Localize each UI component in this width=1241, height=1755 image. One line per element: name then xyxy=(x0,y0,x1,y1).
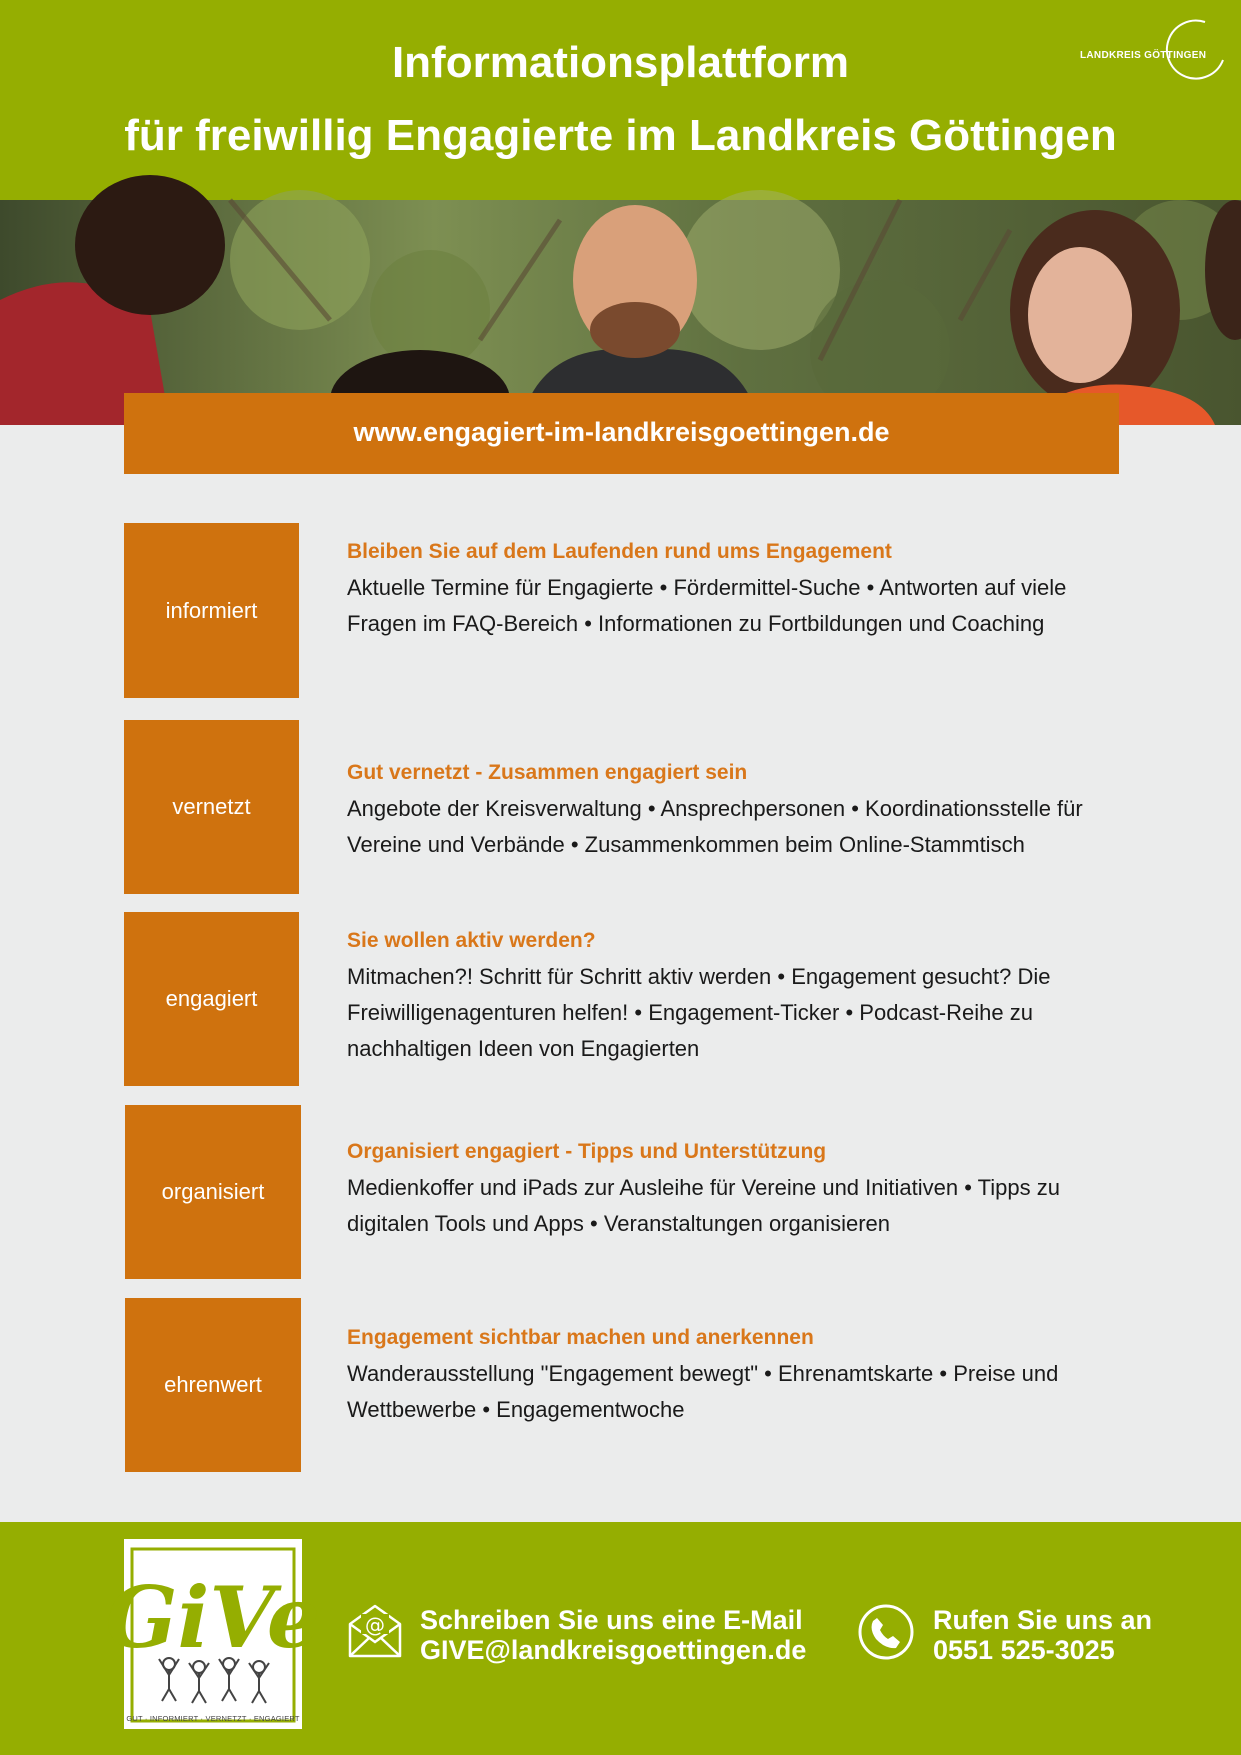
phone-heading: Rufen Sie uns an xyxy=(933,1605,1153,1635)
tag-informiert: informiert xyxy=(124,523,299,698)
website-url[interactable]: www.engagiert-im-landkreisgoettingen.de xyxy=(124,393,1119,474)
section-body: Medienkoffer und iPads zur Ausleihe für Vereine und Initiativen • Tipps zu digitalen Tools und Apps • Veranstaltungen organisieren xyxy=(347,1175,1060,1236)
svg-text:@: @ xyxy=(365,1613,385,1637)
section-informiert xyxy=(347,534,1137,642)
tag-ehrenwert: ehrenwert xyxy=(125,1298,301,1472)
tag-vernetzt: vernetzt xyxy=(124,720,299,894)
section-vernetzt xyxy=(347,755,1137,863)
email-label xyxy=(420,1605,806,1665)
section-organisiert xyxy=(347,1134,1137,1242)
give-logo-art-icon xyxy=(105,1539,321,1729)
tag-engagiert: engagiert xyxy=(124,912,299,1086)
section-engagiert xyxy=(347,923,1137,1067)
email-icon xyxy=(346,1600,404,1660)
tag-organisiert: organisiert xyxy=(125,1105,301,1279)
email-heading: Schreiben Sie uns eine E-Mail xyxy=(420,1605,803,1635)
header-banner xyxy=(0,0,1241,200)
section-title: Sie wollen aktiv werden? xyxy=(347,929,596,952)
section-title: Organisiert engagiert - Tipps und Unterstützung xyxy=(347,1140,827,1163)
give-caption: GUT · INFORMIERT · VERNETZT · ENGAGIERT xyxy=(126,1714,300,1723)
page-title: Informationsplattform xyxy=(391,38,850,87)
logo-text: LANDKREIS GÖTTINGEN xyxy=(1080,50,1207,61)
section-ehrenwert xyxy=(347,1320,1137,1428)
landkreis-logo xyxy=(1075,20,1225,90)
page-subtitle: für freiwillig Engagierte im Landkreis Göttingen xyxy=(124,111,1117,160)
phone-icon xyxy=(857,1603,915,1661)
email-address[interactable]: GIVE@landkreisgoettingen.de xyxy=(420,1635,807,1665)
section-title: Gut vernetzt - Zusammen engagiert sein xyxy=(347,761,748,784)
give-logo xyxy=(105,1539,321,1729)
give-logo-text: GiVe xyxy=(105,1568,321,1667)
section-body: Aktuelle Termine für Engagierte • Fördermittel-Suche • Antworten auf viele Fragen im FAQ-Bereich • Informationen zu Fortbildungen und Coaching xyxy=(347,575,1067,636)
phone-label xyxy=(933,1605,1152,1665)
phone-number[interactable]: 0551 525-3025 xyxy=(933,1635,1115,1665)
section-body: Angebote der Kreisverwaltung • Ansprechpersonen • Koordinationsstelle für Vereine und Verbände • Zusammenkommen beim Online-Stammtisch xyxy=(347,796,1083,857)
hero-photo xyxy=(0,200,1241,425)
section-title: Bleiben Sie auf dem Laufenden rund ums Engagement xyxy=(347,540,892,563)
section-body: Mitmachen?! Schritt für Schritt aktiv werden • Engagement gesucht? Die Freiwilligenagenturen helfen! • Engagement-Ticker • Podcast-Reihe zu nachhaltigen Ideen von Engagierten xyxy=(347,964,1051,1061)
section-title: Engagement sichtbar machen und anerkennen xyxy=(347,1326,814,1349)
section-body: Wanderausstellung "Engagement bewegt" • Ehrenamtskarte • Preise und Wettbewerbe • Engagementwoche xyxy=(347,1361,1059,1422)
